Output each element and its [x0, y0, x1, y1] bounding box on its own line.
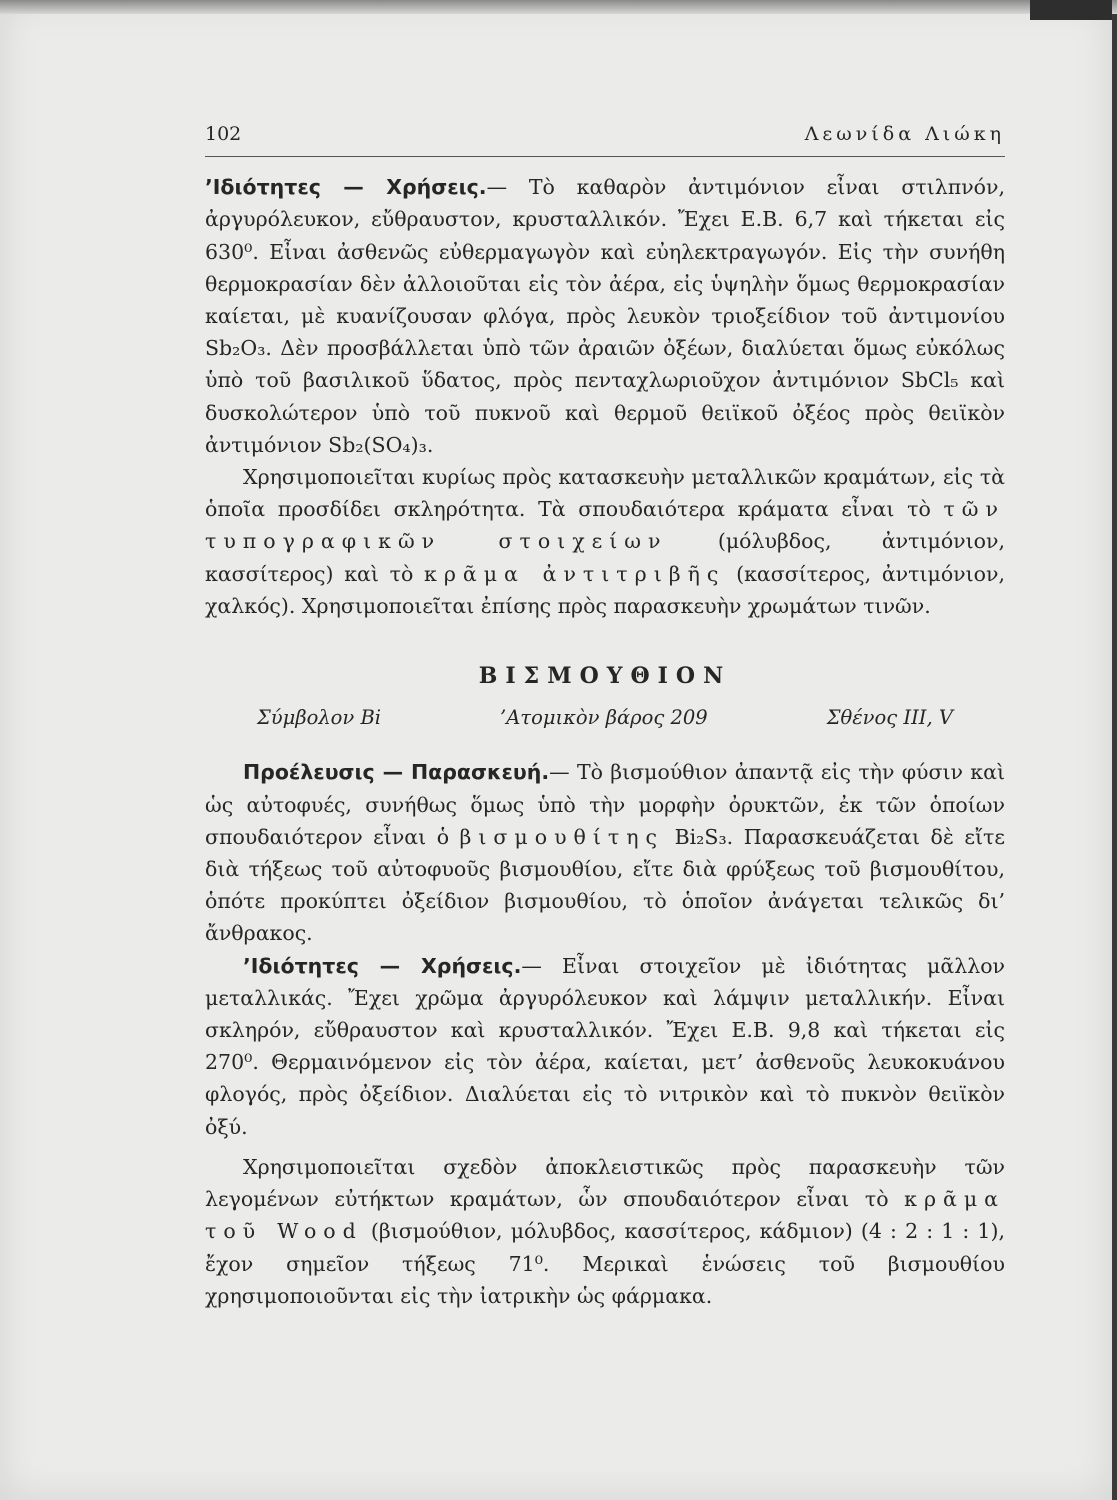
- bismuth-properties-heading: ’Ιδιότητες — Χρήσεις.: [243, 953, 522, 978]
- bismuth-uses-paragraph: [205, 1151, 1005, 1312]
- antimony-uses-text-3: (κασσίτερος, ἀντιμόνιον, χαλκός). Χρησιμοποιεῖται ἐπίσης πρὸς παρασκευὴν χρωμάτων τινῶν.: [205, 561, 1005, 618]
- antimony-uses-text-1: Χρησιμοποιεῖται κυρίως πρὸς κατασκευὴν μεταλλικῶν κραμάτων, εἰς τὰ ὁποῖα προσδίδει σκληρότητα. Τὰ σπουδαιότερα κράματα εἶναι τὸ: [205, 465, 1005, 522]
- bismuth-origin-paragraph: [205, 756, 1005, 949]
- antimony-properties-text: — Τὸ καθαρὸν ἀντιμόνιον εἶναι στιλπνόν, ἀργυρόλευκον, εὔθραυστον, κρυσταλλικόν. Ἔχει Ε.Β. 6,7 καὶ τήκεται εἰς 630⁰. Εἶναι ἀσθενῶς εὐθερμαγωγὸν καὶ εὐηλεκτραγωγόν. Εἰς τὴν συνήθη θερμοκρασίαν δὲν ἀλλοιοῦται εἰς τὸν ἀέρα, εἰς ὑψηλὴν ὅμως θερμοκρασίαν καίεται, μὲ κυανίζουσαν φλόγα, πρὸς λευκὸν τριοξείδιον τοῦ ἀντιμονίου Sb₂O₃. Δὲν προσβάλλεται ὑπὸ τῶν ἀραιῶν ὀξέων, διαλύεται ὅμως εὐκόλως ὑπὸ τοῦ βασιλικοῦ ὕδατος, πρὸς πενταχλωριοῦχον ἀντιμόνιον SbCl₅ καὶ δυσκολώτερον ὑπὸ τοῦ πυκνοῦ καὶ θερμοῦ θειϊκοῦ ὀξέος πρὸς θειϊκὸν ἀντιμόνιον Sb₂(SO₄)₃.: [205, 175, 1006, 457]
- bismuth-uses-term: κρᾶμα τοῦ Wood: [205, 1187, 1005, 1244]
- antimony-uses-term-2: κρᾶμα ἀντιτριβῆς: [424, 561, 726, 586]
- page-number: 102: [205, 123, 242, 145]
- bismuth-origin-heading: Προέλευσις — Παρασκευή.: [243, 760, 550, 785]
- bismuth-origin-term: βισμουθίτης: [459, 824, 665, 849]
- bismuth-atomic-weight: ’Ατομικὸν βάρος 209: [500, 706, 708, 730]
- bismuth-uses-text-2: (βισμούθιον, μόλυβδος, κασσίτερος, κάδμιον) (4 : 2 : 1 : 1), ἔχον σημεῖον τήξεως 71⁰. Μερικαὶ ἑνώσεις τοῦ βισμουθίου χρησιμοποιοῦνται εἰς τὴν ἰατρικὴν ὡς φάρμακα.: [205, 1219, 1005, 1308]
- running-author: Λεωνίδα Λιώκη: [804, 123, 1005, 145]
- bismuth-symbol: Σύμβολον Bi: [257, 706, 382, 730]
- bismuth-origin-text-2: Bi₂S₃. Παρασκευάζεται δὲ εἴτε διὰ τήξεως τοῦ αὐτοφυοῦς βισμουθίου, εἴτε διὰ φρύξεως τοῦ βισμουθίτου, ὁπότε προκύπτει ὀξείδιον βισμουθίου, τὸ ὁποῖον ἀνάγεται τελικῶς δι’ ἄνθρακος.: [205, 824, 1005, 946]
- page-content: [205, 118, 1005, 1312]
- antimony-properties-paragraph: [205, 171, 1005, 461]
- bismuth-uses-text-1: Χρησιμοποιεῖται σχεδὸν ἀποκλειστικῶς πρὸς παρασκευὴν τῶν λεγομένων εὐτήκτων κραμάτων, ὧν σπουδαιότερον εἶναι τὸ: [205, 1154, 1005, 1212]
- bismuth-section-title: ΒΙΣΜΟΥΘΙΟΝ: [478, 663, 732, 690]
- bismuth-symbol-line: [205, 702, 1005, 734]
- bismuth-properties-paragraph: [205, 950, 1005, 1143]
- bismuth-valence: Σθένος III, V: [826, 706, 953, 730]
- antimony-uses-term-1: τῶν τυπογραφικῶν στοιχείων: [205, 497, 1005, 554]
- scan-corner-shadow: [1030, 0, 1112, 20]
- bismuth-properties-text: — Εἶναι στοιχεῖον μὲ ἰδιότητας μᾶλλον μεταλλικάς. Ἔχει χρῶμα ἀργυρόλευκον καὶ λάμψιν μεταλλικήν. Εἶναι σκληρόν, εὔθραυστον καὶ κρυσταλλικόν. Ἔχει Ε.Β. 9,8 καὶ τήκεται εἰς 270⁰. Θερμαινόμενον εἰς τὸν ἀέρα, καίεται, μετ’ ἀσθενοῦς λευκοκυάνου φλογός, πρὸς ὀξείδιον. Διαλύεται εἰς τὸ νιτρικὸν καὶ τὸ πυκνὸν θειϊκὸν ὀξύ.: [205, 953, 1005, 1139]
- antimony-uses-text-2: (μόλυβδος, ἀντιμόνιον, κασσίτερος) καὶ τὸ: [205, 529, 1006, 586]
- antimony-uses-paragraph: [205, 461, 1005, 622]
- running-header: [205, 118, 1005, 157]
- scan-top-edge: [0, 0, 1117, 14]
- antimony-properties-heading: ’Ιδιότητες — Χρήσεις.: [205, 175, 487, 200]
- bismuth-origin-text-1: — Τὸ βισμούθιον ἀπαντᾷ εἰς τὴν φύσιν καὶ ὡς αὐτοφυές, συνήθως ὅμως ὑπὸ τὴν μορφὴν ὀρυκτῶν, ἐκ τῶν ὁποίων σπουδαιότερον εἶναι ὁ: [205, 760, 1005, 849]
